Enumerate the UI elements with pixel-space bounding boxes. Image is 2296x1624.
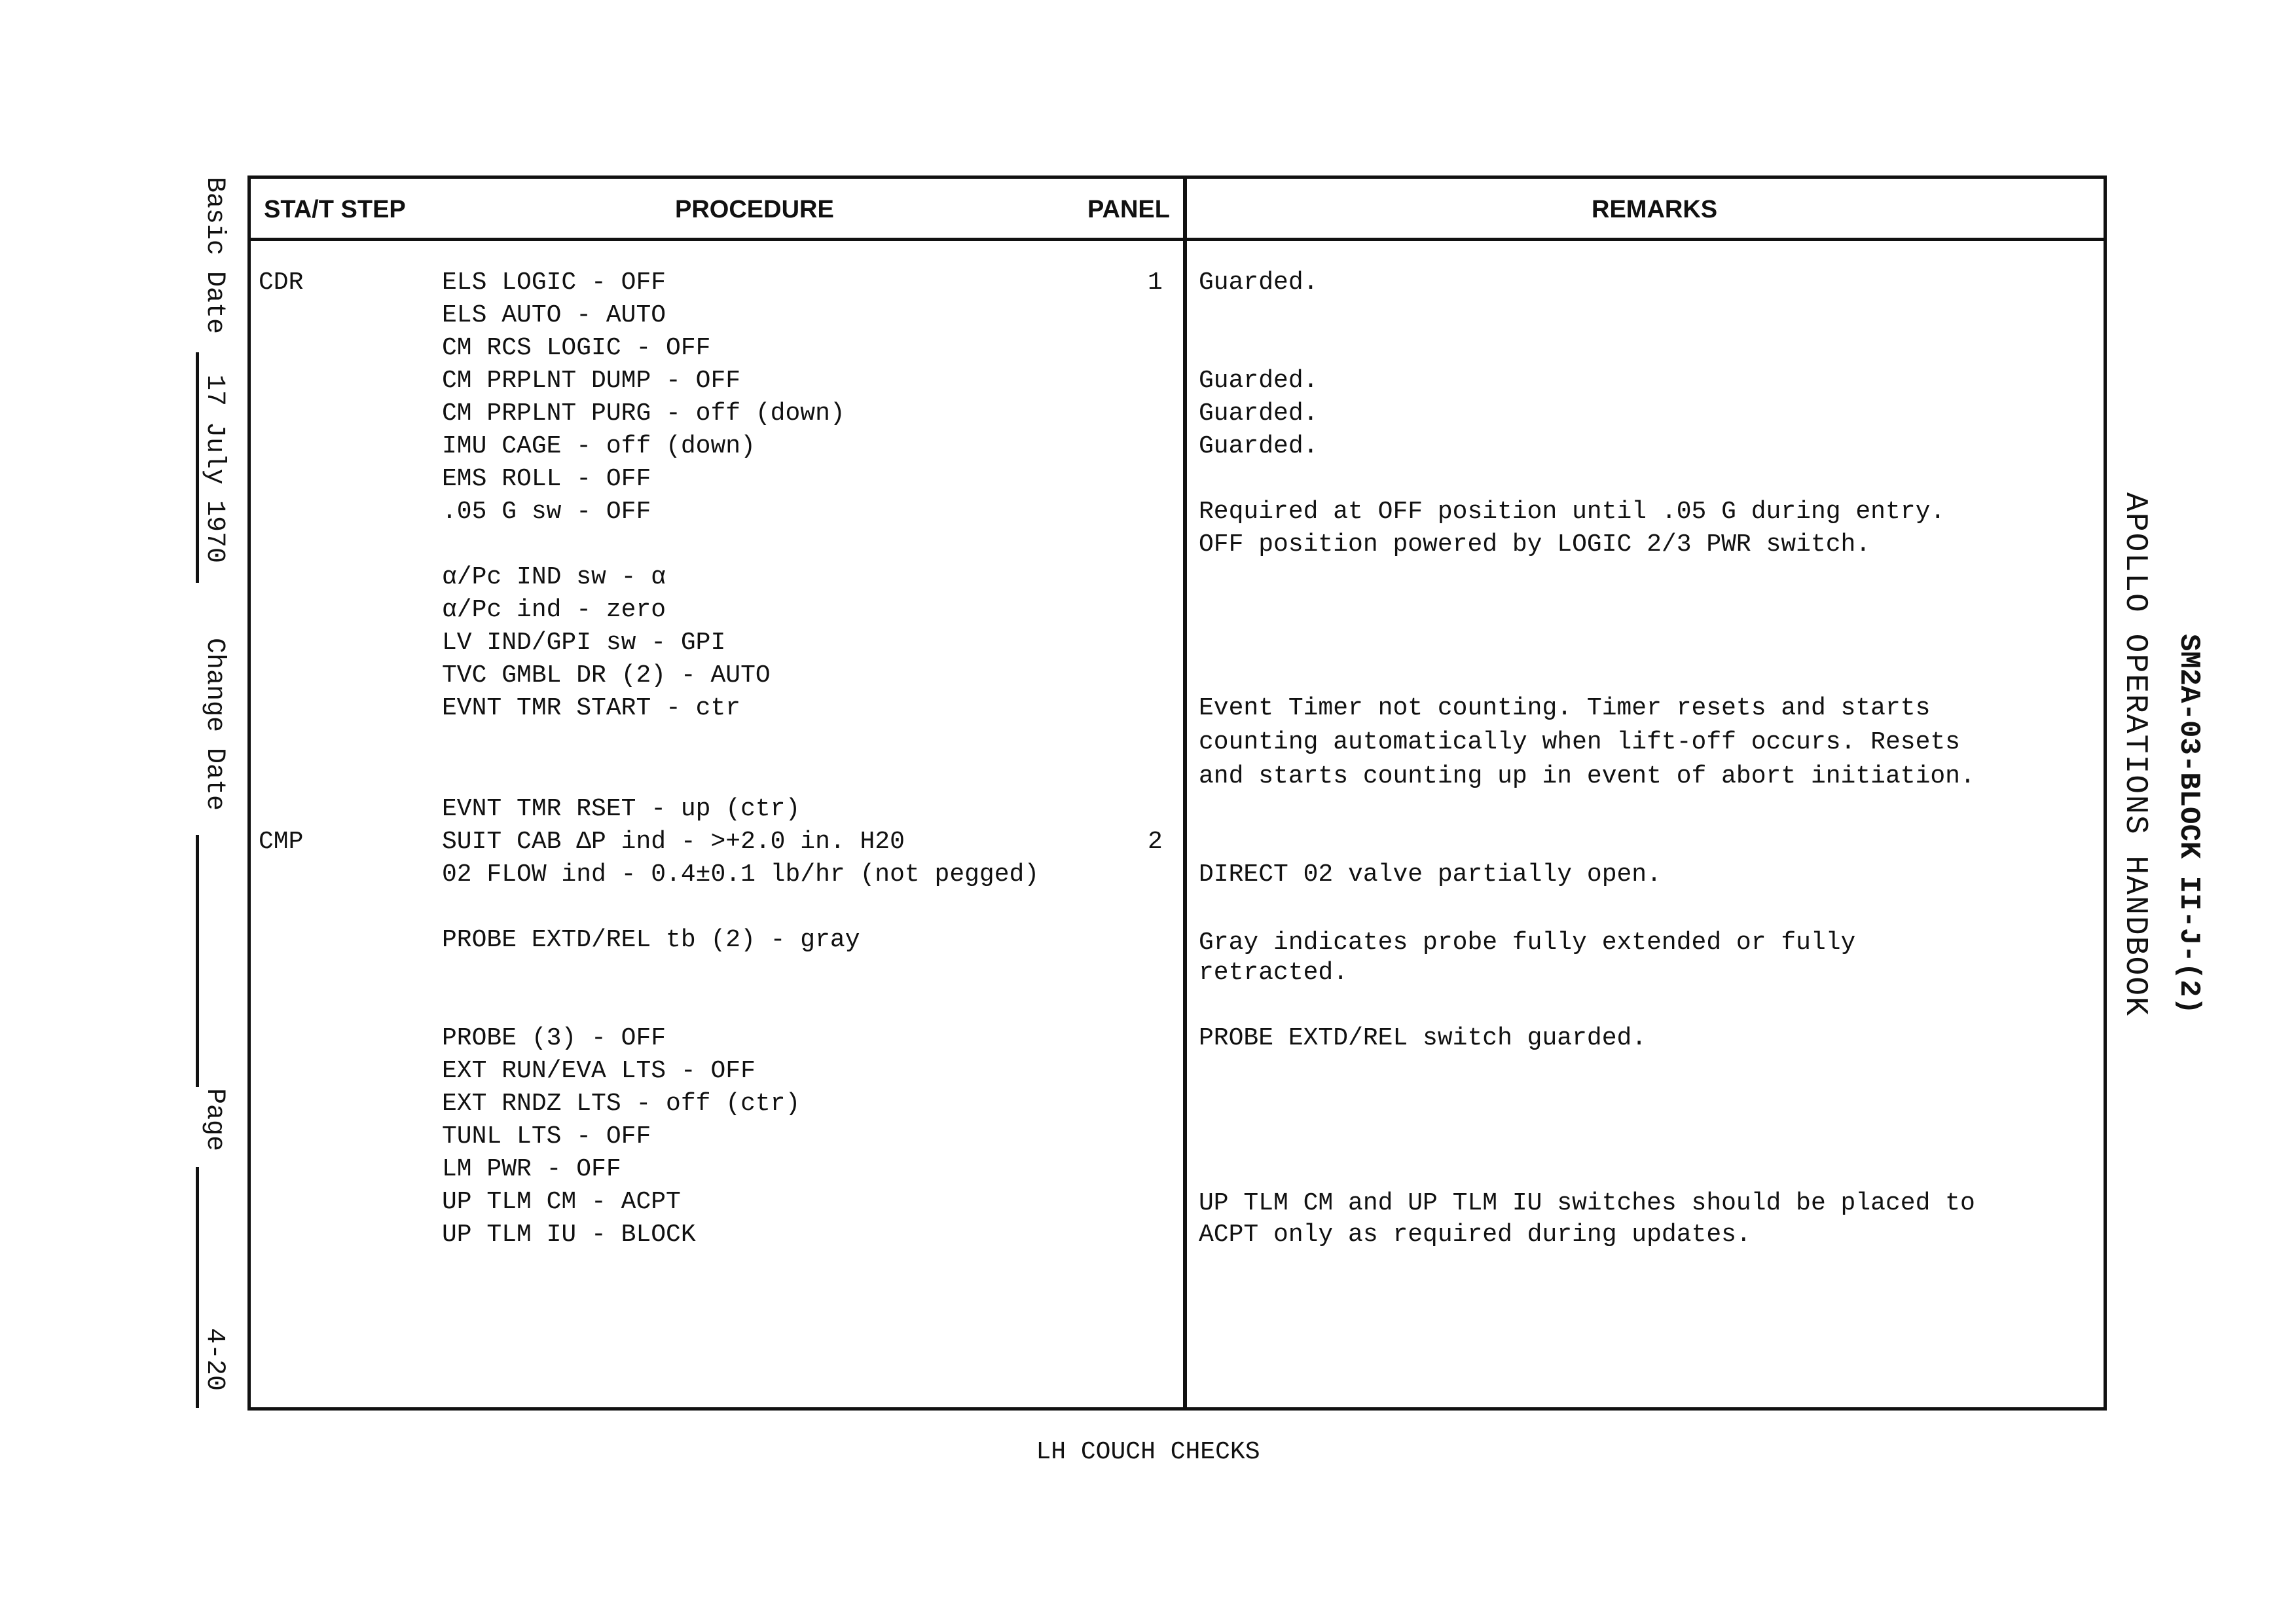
procedure-step: EXT RNDZ LTS - off (ctr)	[442, 1090, 801, 1118]
procedure-step: TVC GMBL DR (2) - AUTO	[442, 661, 771, 690]
panel-number: 2	[1148, 828, 1163, 856]
panel-number: 1	[1148, 268, 1163, 297]
page-label: Page	[200, 1088, 229, 1152]
remark-line: counting automatically when lift-off occurs. Resets	[1199, 728, 1960, 756]
header-sta-step: STA/T STEP	[264, 196, 406, 223]
remark-line: Guarded.	[1199, 367, 1319, 395]
remark-line: Guarded.	[1199, 432, 1319, 460]
remark-line: OFF position powered by LOGIC 2/3 PWR switch.	[1199, 530, 1871, 559]
procedure-step: CM PRPLNT DUMP - OFF	[442, 367, 741, 395]
procedure-step: EVNT TMR RSET - up (ctr)	[442, 795, 801, 823]
page-rule	[196, 1167, 199, 1408]
handbook-title: APOLLO OPERATIONS HANDBOOK	[2117, 492, 2153, 1017]
remark-line: Event Timer not counting. Timer resets and starts	[1199, 694, 1931, 722]
header-procedure: PROCEDURE	[675, 196, 834, 223]
basic-date-rule	[196, 352, 199, 583]
procedure-step: TUNL LTS - OFF	[442, 1122, 651, 1151]
column-divider	[1183, 179, 1187, 1407]
procedure-step: CM RCS LOGIC - OFF	[442, 334, 711, 362]
remark-line: PROBE EXTD/REL switch guarded.	[1199, 1024, 1647, 1052]
remark-line: DIRECT 02 valve partially open.	[1199, 860, 1662, 889]
procedure-step: ELS AUTO - AUTO	[442, 301, 666, 329]
procedure-step: UP TLM IU - BLOCK	[442, 1221, 696, 1249]
remark-line: Guarded.	[1199, 268, 1319, 297]
basic-date-value: 17 July 1970	[200, 375, 229, 564]
header-remarks: REMARKS	[1592, 196, 1718, 223]
procedure-step: α/Pc ind - zero	[442, 596, 666, 624]
remark-line: ACPT only as required during updates.	[1199, 1221, 1751, 1249]
basic-date-label: Basic Date	[200, 177, 229, 335]
procedure-step: PROBE EXTD/REL tb (2) - gray	[442, 926, 860, 954]
change-date-label: Change Date	[200, 638, 229, 811]
procedure-step: CM PRPLNT PURG - off (down)	[442, 399, 845, 428]
header-divider	[251, 238, 2104, 241]
header-panel: PANEL	[1087, 196, 1170, 223]
remark-line: and starts counting up in event of abort initiation.	[1199, 762, 1975, 790]
procedure-step: LV IND/GPI sw - GPI	[442, 629, 726, 657]
procedure-step: EMS ROLL - OFF	[442, 465, 651, 493]
procedure-step: EVNT TMR START - ctr	[442, 694, 741, 722]
procedure-step: SUIT CAB ΔP ind - >+2.0 in. H20	[442, 828, 905, 856]
procedure-step: IMU CAGE - off (down)	[442, 432, 756, 460]
procedure-step: ELS LOGIC - OFF	[442, 268, 666, 297]
remark-line: UP TLM CM and UP TLM IU switches should be placed to	[1199, 1189, 1975, 1217]
change-date-rule	[196, 835, 199, 1087]
page-number: 4-20	[200, 1328, 229, 1392]
remark-line: Required at OFF position until .05 G during entry.	[1199, 498, 1946, 526]
remark-line: Guarded.	[1199, 399, 1319, 428]
procedure-step: EXT RUN/EVA LTS - OFF	[442, 1057, 756, 1085]
procedure-step: LM PWR - OFF	[442, 1155, 621, 1183]
remark-line: Gray indicates probe fully extended or fully	[1199, 929, 1856, 957]
table-caption: LH COUCH CHECKS	[1036, 1438, 1260, 1466]
procedure-step: 02 FLOW ind - 0.4±0.1 lb/hr (not pegged)	[442, 860, 1040, 889]
procedure-step: .05 G sw - OFF	[442, 498, 651, 526]
procedure-table	[247, 175, 2107, 1411]
procedure-step: UP TLM CM - ACPT	[442, 1188, 681, 1216]
procedure-step: α/Pc IND sw - α	[442, 563, 666, 591]
left-margin-strip	[190, 177, 229, 1408]
procedure-step: PROBE (3) - OFF	[442, 1024, 666, 1052]
document-number: SM2A-03-BLOCK II-J-(2)	[2172, 634, 2205, 1014]
station-cdr: CDR	[259, 268, 304, 297]
remark-line: retracted.	[1199, 959, 1349, 987]
station-cmp: CMP	[259, 828, 304, 856]
